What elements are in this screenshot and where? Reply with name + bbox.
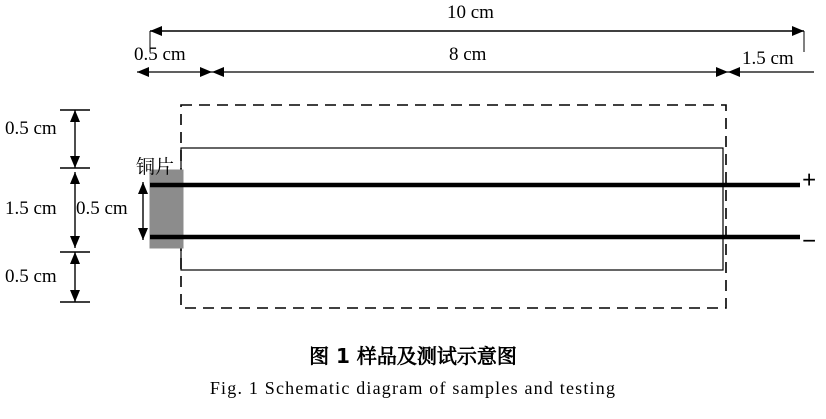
dimension-segments <box>137 67 814 77</box>
label-total-height: 1.5 cm <box>5 198 57 219</box>
figure-caption-cn: 图 1 样品及测试示意图 <box>309 344 517 368</box>
label-top-height: 0.5 cm <box>5 118 57 139</box>
dashed-boundary <box>181 105 726 308</box>
label-left-segment: 0.5 cm <box>134 44 186 65</box>
label-right-segment: 1.5 cm <box>742 48 794 69</box>
label-negative-terminal: − <box>802 228 817 255</box>
figure-caption-en-text: Fig. 1 Schematic diagram of samples and testing <box>209 378 617 398</box>
label-middle-height: 0.5 cm <box>76 198 128 219</box>
label-total-length: 10 cm <box>447 2 494 23</box>
label-bottom-height: 0.5 cm <box>5 266 57 287</box>
label-copper-sheet: 铜片 <box>136 156 175 178</box>
sample-rectangle <box>181 148 723 270</box>
label-middle-segment: 8 cm <box>449 44 487 65</box>
figure-caption-en <box>0 378 826 399</box>
dimension-total-length <box>150 26 804 36</box>
label-positive-terminal: + <box>802 167 817 194</box>
vertical-dimension-inner <box>138 182 148 240</box>
